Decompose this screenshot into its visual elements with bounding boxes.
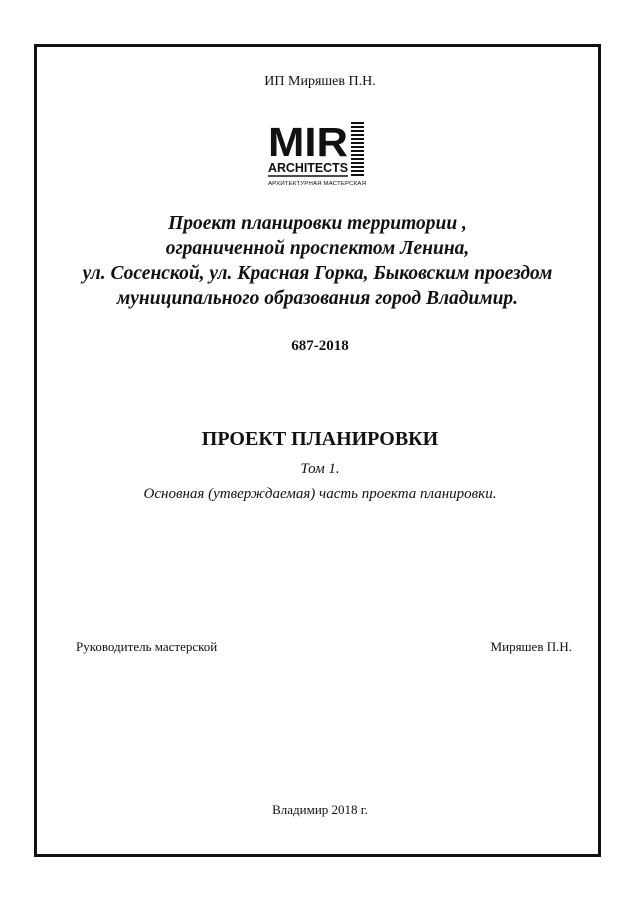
title-line: Проект планировки территории , [168,213,467,234]
logo-stripes [351,122,364,176]
organization-name: ИП Миряшев П.Н. [264,74,376,89]
title-line: муниципального образования город Владимир. [116,288,519,309]
volume-subtitle: Основная (утверждаемая) часть проекта планировки. [143,486,497,502]
logo-tagline: АРХИТЕКТУРНАЯ МАСТЕРСКАЯ [268,181,367,187]
place-and-year: Владимир 2018 г. [272,802,368,817]
mir-architects-logo [266,116,376,196]
signature-name: Миряшев П.Н. [490,639,572,654]
volume-label: Том 1. [300,461,340,477]
document-heading: ПРОЕКТ ПЛАНИРОВКИ [201,428,439,450]
signature-role: Руководитель мастерской [76,639,218,654]
title-line: ограниченной проспектом Ленина, [165,238,470,259]
project-title [34,211,601,311]
logo-name: ARCHITECTS [268,160,349,175]
document-number: 687-2018 [291,338,349,354]
logo-mark: MIR [268,119,348,165]
title-line: ул. Сосенской, ул. Красная Горка, Быковским проездом [82,263,553,284]
